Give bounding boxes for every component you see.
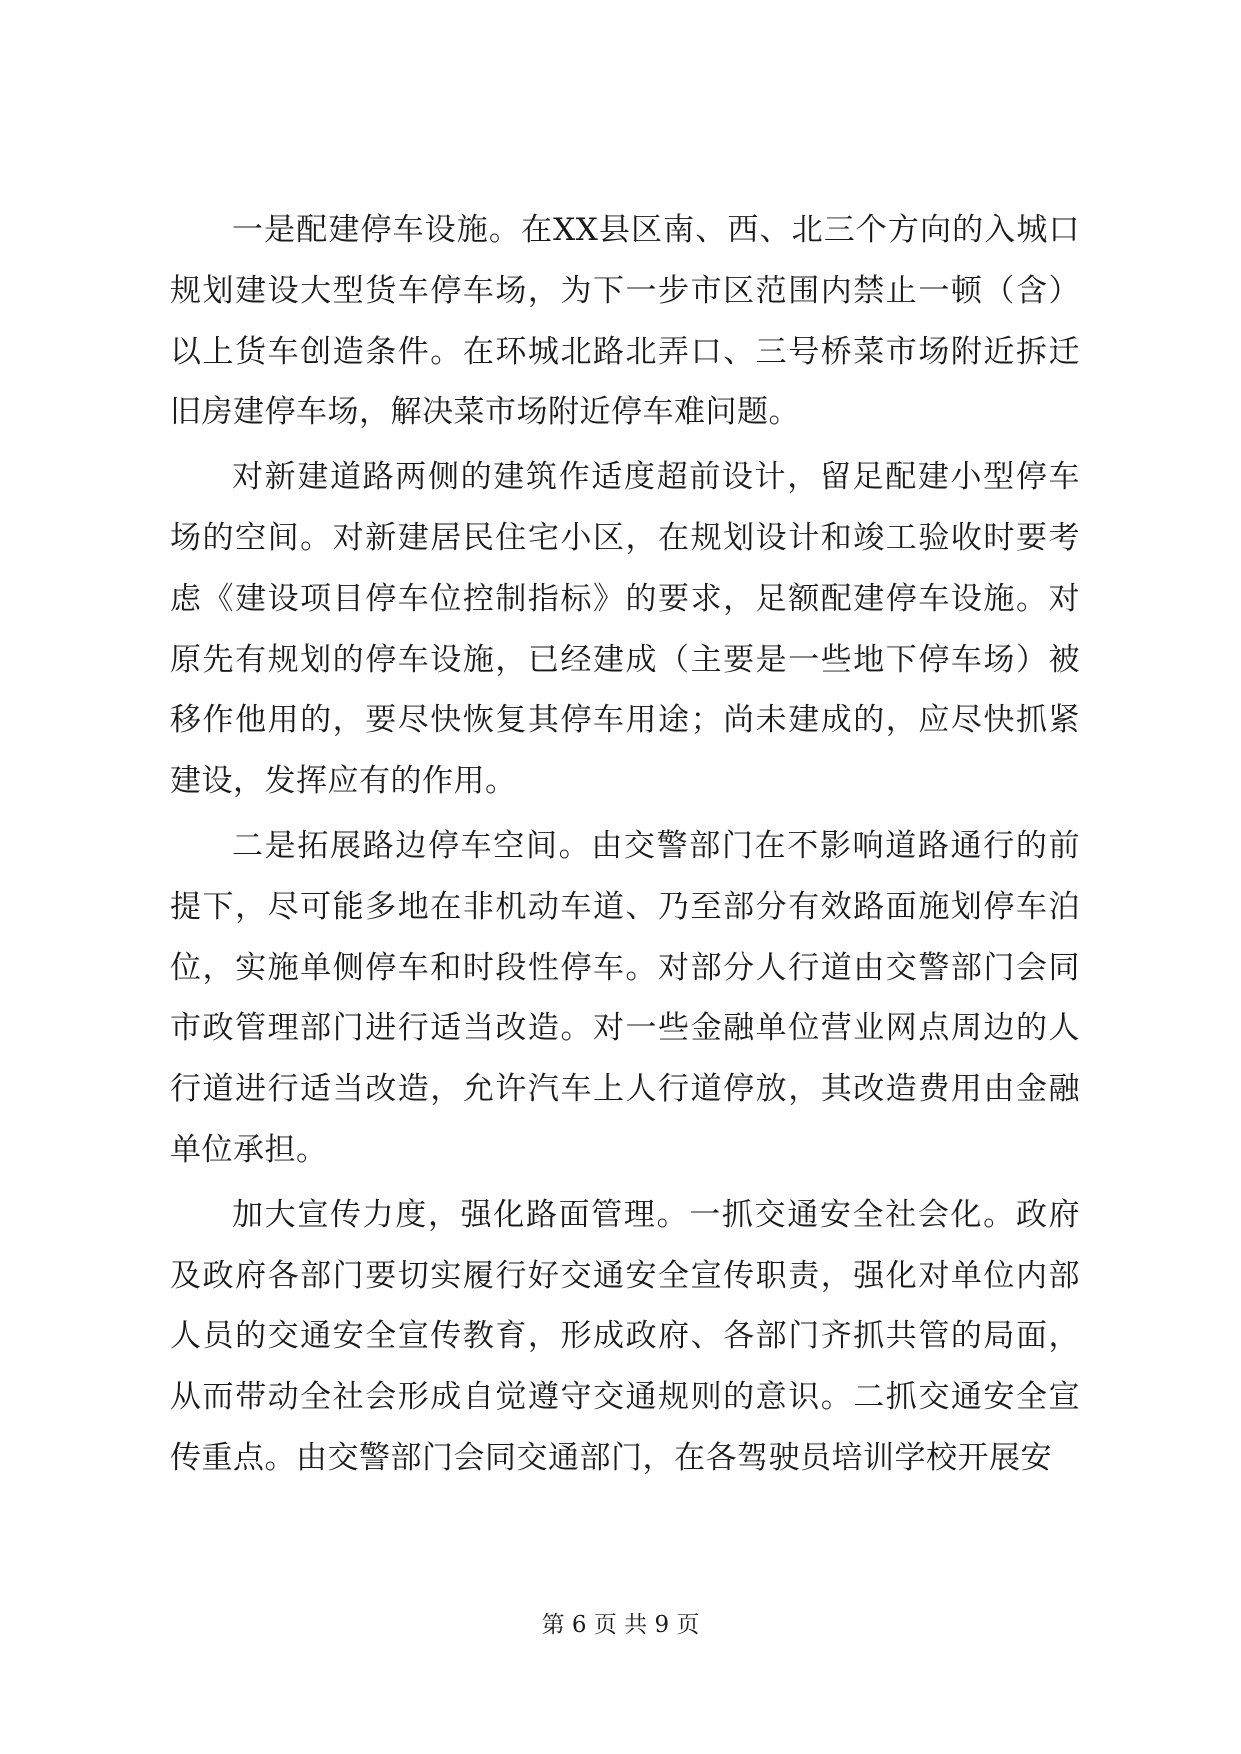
paragraph-parking-facilities: 一是配建停车设施。在XX县区南、西、北三个方向的入城口规划建设大型货车停车场，为下一步市区范围内禁止一顿（含）以上货车创造条件。在环城北路北弄口、三号桥菜市场附近拆迁旧房建停车场，解决菜市场附近停车难问题。 [170,212,1080,431]
paragraph-publicity: 加大宣传力度，强化路面管理。一抓交通安全社会化。政府及政府各部门要切实履行好交通安全宣传职责，强化对单位内部人员的交通安全宣传教育，形成政府、各部门齐抓共管的局面，从而带动全社会形成自觉遵守交通规则的意识。二抓交通安全宣传重点。由交警部门会同交通部门，在各驾驶员培训学校开展安 [170,1196,1080,1476]
paragraph-new-construction: 对新建道路两侧的建筑作适度超前设计，留足配建小型停车场的空间。对新建居民住宅小区，在规划设计和竣工验收时要考虑《建设项目停车位控制指标》的要求，足额配建停车设施。对原先有规划的停车设施，已经建成（主要是一些地下停车场）被移作他用的，要尽快恢复其停车用途；尚未建成的，应尽快抓紧建设，发挥应有的作用。 [170,459,1080,800]
document-body [170,200,1080,1493]
page-number-footer: 第 6 页 共 9 页 [541,1612,700,1638]
paragraph-roadside-parking: 二是拓展路边停车空间。由交警部门在不影响道路通行的前提下，尽可能多地在非机动车道、乃至部分有效路面施划停车泊位，实施单侧停车和时段性停车。对部分人行道由交警部门会同市政管理部门进行适当改造。对一些金融单位营业网点周边的人行道进行适当改造，允许汽车上人行道停放，其改造费用由金融单位承担。 [170,827,1080,1168]
